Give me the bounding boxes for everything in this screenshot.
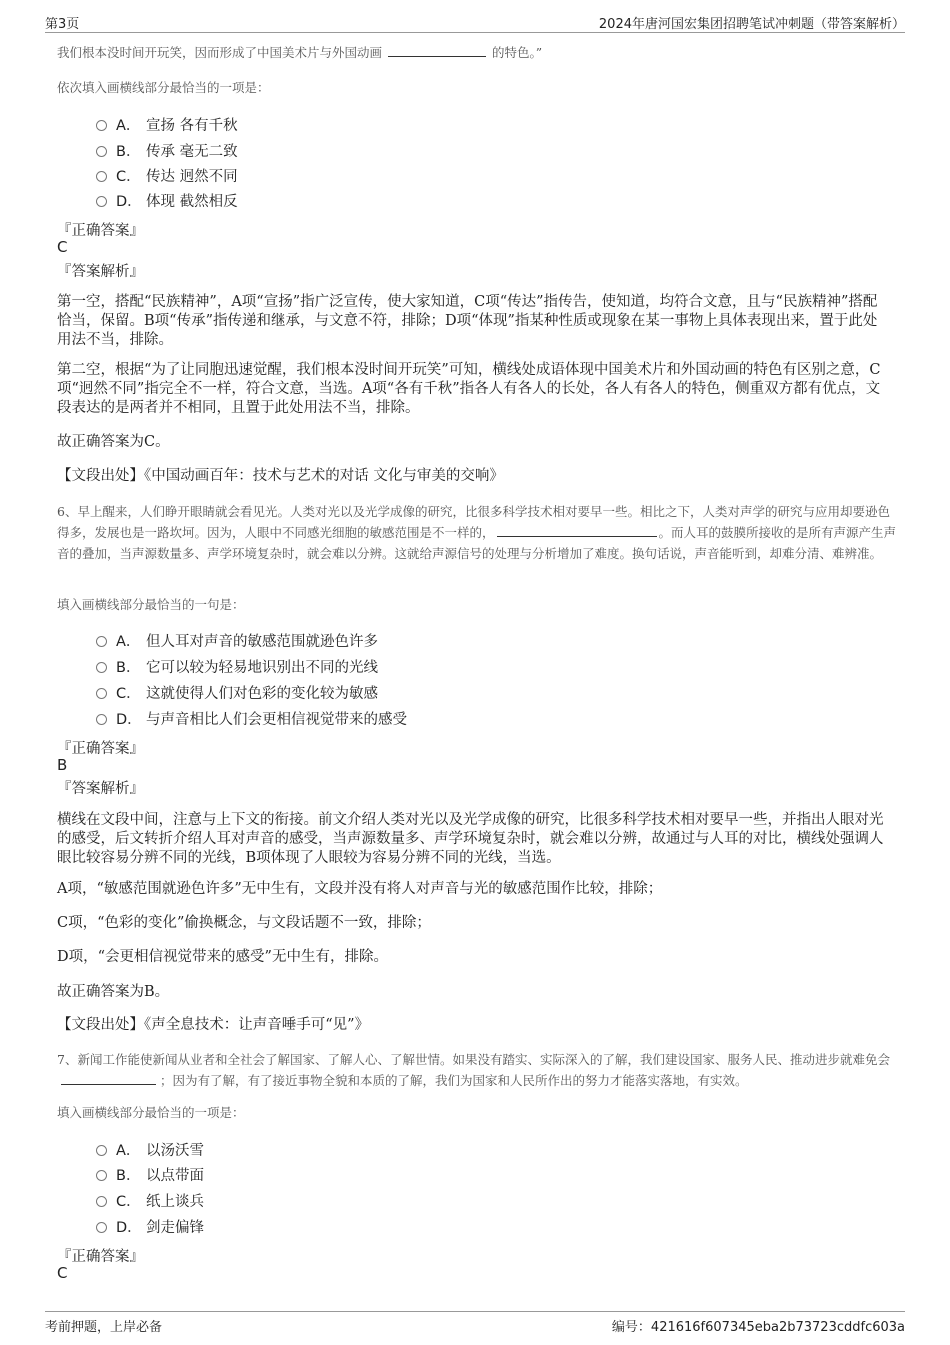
q6-analysis-4: D项，“会更相信视觉带来的感受”无中生有，排除。	[57, 949, 388, 965]
option-text: 传达 迥然不同	[146, 169, 238, 185]
option-text: 与声音相比人们会更相信视觉带来的感受	[146, 712, 407, 728]
option-letter: A．	[116, 118, 141, 134]
q6-stem-before: 6、早上醒来，人们睁开眼睛就会看见光。人类对光以及光学成像的研究，比很多科学技术相对要早一些。相比之下，人类对声学的研究与应用却要逊色得多，发展也是一路坎坷。因为，人眼中不同感光细胞的敏感范围是不一样的，	[57, 504, 890, 540]
page-number: 第3页	[45, 17, 80, 32]
option-letter: D．	[116, 1220, 142, 1236]
radio-icon[interactable]	[96, 662, 107, 673]
q7-option-a[interactable]	[96, 1139, 204, 1161]
option-letter: C．	[116, 686, 141, 702]
option-letter: A．	[116, 1143, 141, 1159]
radio-icon[interactable]	[96, 714, 107, 725]
q6-stem-after: 。而人耳的鼓膜所接收的是所有声源产生声音的叠加，当声源数量多、声学环境复杂时，就会难以分辨。这就给声源信号的处理与分析增加了难度。换句话说，声音能听到，却难分清、难辨准。	[57, 525, 897, 561]
q5-stem-before: 我们根本没时间开玩笑，因而形成了中国美术片与外国动画	[57, 45, 383, 60]
q5-answer: C	[57, 238, 68, 256]
q5-analysis-label: 『答案解析』	[57, 264, 144, 280]
q7-stem-after: ；因为有了解，有了接近事物全貌和本质的了解，我们为国家和人民所作出的努力才能落实落地，有实效。	[160, 1073, 748, 1088]
q5-stem-tail	[57, 42, 542, 63]
option-letter: B．	[116, 144, 141, 160]
q6-prompt: 填入画横线部分最恰当的一句是：	[57, 597, 245, 612]
q5-option-c[interactable]	[96, 165, 238, 187]
q6-analysis-2: A项，“敏感范围就逊色许多”无中生有，文段并没有将人对声音与光的敏感范围作比较，排除；	[57, 881, 663, 897]
radio-icon[interactable]	[96, 196, 107, 207]
radio-icon[interactable]	[96, 1222, 107, 1233]
option-text: 纸上谈兵	[146, 1194, 204, 1210]
q5-option-d[interactable]	[96, 190, 238, 212]
option-text: 但人耳对声音的敏感范围就逊色许多	[146, 634, 378, 650]
document-title: 2024年唐河国宏集团招聘笔试冲刺题（带答案解析）	[598, 17, 905, 32]
q5-prompt: 依次填入画横线部分最恰当的一项是：	[57, 80, 270, 95]
radio-icon[interactable]	[96, 146, 107, 157]
q6-source: 【文段出处】《声全息技术：让声音唾手可“见”》	[57, 1017, 370, 1033]
option-text: 剑走偏锋	[146, 1220, 204, 1236]
document-id: 编号：421616f607345eba2b73723cddfc603a	[611, 1320, 905, 1335]
q7-answer: C	[57, 1264, 68, 1282]
option-letter: B．	[116, 1168, 141, 1184]
q6-option-d[interactable]	[96, 708, 407, 730]
q5-analysis-3: 故正确答案为C。	[57, 434, 170, 450]
q5-source: 【文段出处】《中国动画百年：技术与艺术的对话 文化与审美的交响》	[57, 468, 504, 484]
blank-line	[61, 1072, 156, 1085]
q7-prompt: 填入画横线部分最恰当的一项是：	[57, 1105, 245, 1120]
radio-icon[interactable]	[96, 1196, 107, 1207]
option-text: 它可以较为轻易地识别出不同的光线	[146, 660, 378, 676]
q6-analysis-5: 故正确答案为B。	[57, 984, 170, 1000]
q6-option-b[interactable]	[96, 656, 378, 678]
radio-icon[interactable]	[96, 120, 107, 131]
option-letter: A．	[116, 634, 141, 650]
page-footer	[45, 1311, 905, 1336]
q6-analysis-3: C项，“色彩的变化”偷换概念，与文段话题不一致，排除；	[57, 915, 431, 931]
page-header	[45, 10, 905, 33]
option-text: 体现 截然相反	[146, 194, 238, 210]
blank-line	[388, 44, 486, 57]
option-letter: C．	[116, 169, 141, 185]
q6-stem	[57, 501, 897, 564]
radio-icon[interactable]	[96, 688, 107, 699]
option-text: 传承 毫无二致	[146, 144, 238, 160]
option-text: 这就使得人们对色彩的变化较为敏感	[146, 686, 378, 702]
q5-option-a[interactable]	[96, 114, 238, 136]
q6-analysis-1: 横线在文段中间，注意与上下文的衔接。前文介绍人类对光以及光学成像的研究，比很多科学技术相对要早一些，并指出人眼对光的感受，后文转折介绍人耳对声音的感受，当声源数量多、声学环境复杂时，就会难以分辨，故通过与人耳的对比，横线处强调人眼比较容易分辨不同的光线，B项体现了人眼较为容易分辨不同的光线，当选。	[57, 812, 884, 866]
radio-icon[interactable]	[96, 1170, 107, 1181]
q6-answer-label: 『正确答案』	[57, 741, 144, 757]
q5-analysis-1: 第一空，搭配“民族精神”，A项“宣扬”指广泛宣传，使大家知道，C项“传达”指传告，使知道，均符合文意，且与“民族精神”搭配恰当，保留。B项“传承”指传递和继承，与文意不符，排除；D项“体现”指某种性质或现象在某一事物上具体表现出来，置于此处用法不当，排除。	[57, 294, 878, 348]
option-text: 以点带面	[146, 1168, 204, 1184]
q5-stem-after: 的特色。”	[491, 45, 543, 60]
option-letter: B．	[116, 660, 141, 676]
blank-line	[497, 524, 657, 537]
footer-slogan: 考前押题，上岸必备	[45, 1320, 163, 1335]
q7-stem	[57, 1049, 897, 1091]
q7-option-d[interactable]	[96, 1216, 204, 1238]
q6-option-a[interactable]	[96, 630, 378, 652]
q6-option-c[interactable]	[96, 682, 378, 704]
q5-answer-label: 『正确答案』	[57, 223, 144, 239]
q7-answer-label: 『正确答案』	[57, 1249, 144, 1265]
q7-option-b[interactable]	[96, 1164, 204, 1186]
radio-icon[interactable]	[96, 636, 107, 647]
q5-option-b[interactable]	[96, 140, 238, 162]
q7-option-c[interactable]	[96, 1190, 204, 1212]
q7-stem-before: 7、新闻工作能使新闻从业者和全社会了解国家、了解人心、了解世情。如果没有踏实、实际深入的了解，我们建设国家、服务人民、推动进步就难免会	[57, 1052, 890, 1067]
option-text: 宣扬 各有千秋	[146, 118, 238, 134]
option-letter: C．	[116, 1194, 141, 1210]
q6-analysis-label: 『答案解析』	[57, 781, 144, 797]
q6-answer: B	[57, 756, 68, 774]
radio-icon[interactable]	[96, 1145, 107, 1156]
option-text: 以汤沃雪	[146, 1143, 204, 1159]
radio-icon[interactable]	[96, 171, 107, 182]
option-letter: D．	[116, 712, 142, 728]
q5-analysis-2: 第二空，根据“为了让同胞迅速觉醒，我们根本没时间开玩笑”可知，横线处成语体现中国美术片和外国动画的特色有区别之意，C项“迥然不同”指完全不一样，符合文意，当选。A项“各有千秋”指各人有各人的长处，各人有各人的特色，侧重双方都有优点，文段表达的是两者并不相同，且置于此处用法不当，排除。	[57, 362, 881, 416]
option-letter: D．	[116, 194, 142, 210]
